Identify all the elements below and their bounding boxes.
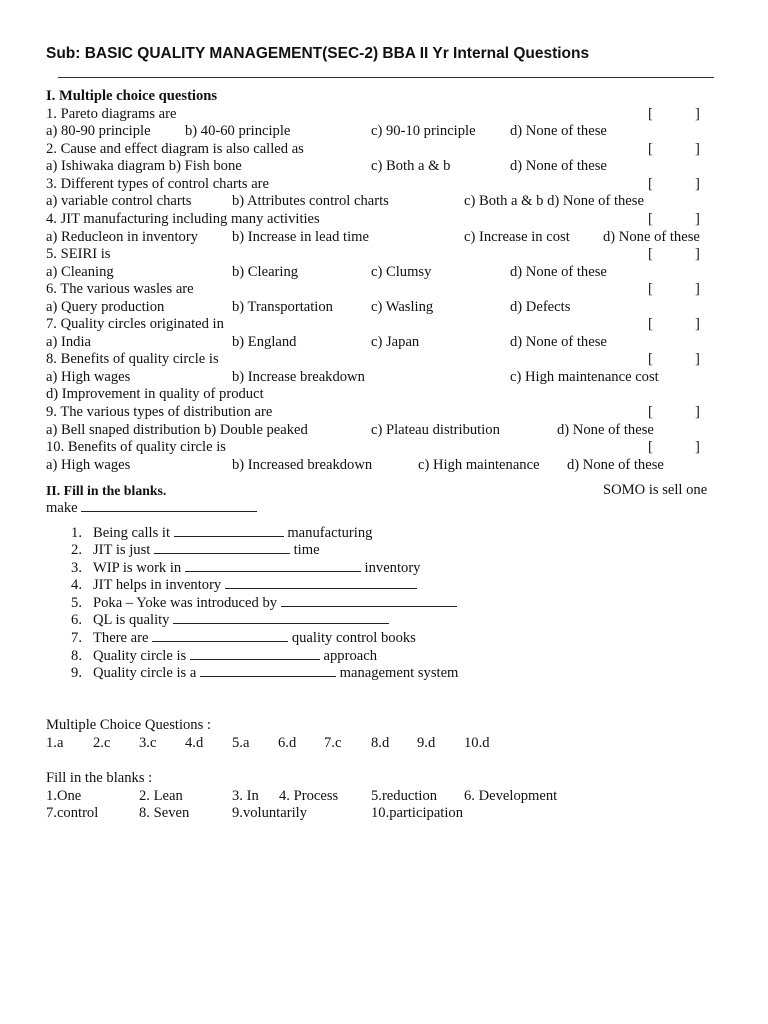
fill-num-6: 6. [71, 612, 82, 628]
mcq-answer-4: 4.d [185, 735, 204, 751]
fill-item-1-text: Being calls it [93, 525, 171, 541]
fill-item-9-text: Quality circle is a [93, 665, 197, 681]
fill-answer-1: 1.One [46, 788, 82, 804]
fill-answer-2: 2. Lean [139, 788, 183, 804]
fill-item-3-text: WIP is work in [93, 560, 182, 576]
blank-line [190, 648, 320, 660]
mcq-answer-9: 9.d [417, 735, 436, 751]
q6-bracket-close: ] [695, 281, 700, 297]
mcq-answers-heading: Multiple Choice Questions : [46, 717, 211, 733]
mcq-answer-6: 6.d [278, 735, 297, 751]
fill-item-4-text: JIT helps in inventory [93, 577, 222, 593]
q3-text: 3. Different types of control charts are [46, 176, 270, 192]
q6-option-c: c) Wasling [371, 299, 434, 315]
mcq-answer-5: 5.a [232, 735, 250, 751]
q10-option-a: a) High wages [46, 457, 131, 473]
q4-bracket-close: ] [695, 211, 700, 227]
q10-option-d: d) None of these [567, 457, 664, 473]
q8-bracket-open: [ [648, 351, 653, 367]
fill-item-4 [93, 577, 417, 594]
q1-option-d: d) None of these [510, 123, 607, 139]
fill-answer-4: 4. Process [279, 788, 339, 804]
fill-num-9: 9. [71, 665, 82, 681]
fill-item-8-text: Quality circle is [93, 648, 187, 664]
blank-line [200, 665, 336, 677]
q10-option-b: b) Increased breakdown [232, 457, 373, 473]
blank-line [154, 542, 290, 554]
q4-option-c: c) Increase in cost [464, 229, 570, 245]
title-divider [58, 77, 714, 78]
fill-item-8 [93, 648, 377, 665]
fill-num-2: 2. [71, 542, 82, 558]
somo-note: SOMO is sell one [603, 482, 708, 498]
fill-answer-5: 5.reduction [371, 788, 438, 804]
paper-title: Sub: BASIC QUALITY MANAGEMENT(SEC-2) BBA II Yr Internal Questions [46, 45, 590, 62]
blank-line [81, 500, 257, 512]
fill-answer-6: 6. Development [464, 788, 558, 804]
mcq-answer-3: 3.c [139, 735, 157, 751]
mcq-answer-8: 8.d [371, 735, 390, 751]
q7-text: 7. Quality circles originated in [46, 316, 224, 332]
blank-line [281, 595, 457, 607]
mcq-answer-7: 7.c [324, 735, 342, 751]
fill-item-2 [93, 542, 320, 559]
blank-line [225, 577, 417, 589]
q6-option-a: a) Query production [46, 299, 165, 315]
fill-num-8: 8. [71, 648, 82, 664]
q6-text: 6. The various wasles are [46, 281, 194, 297]
q6-option-d: d) Defects [510, 299, 571, 315]
q2-option-a: a) Ishiwaka diagram b) Fish bone [46, 158, 242, 174]
q6-option-b: b) Transportation [232, 299, 333, 315]
q1-option-b: b) 40-60 principle [185, 123, 291, 139]
q3-option-a: a) variable control charts [46, 193, 192, 209]
q8-option-a: a) High wages [46, 369, 131, 385]
fill-item-2-suffix: time [293, 542, 320, 558]
q5-option-b: b) Clearing [232, 264, 299, 280]
q3-bracket-close: ] [695, 176, 700, 192]
fill-answer-10: 10.participation [371, 805, 463, 821]
make-line [46, 500, 257, 517]
q4-option-d: d) None of these [603, 229, 700, 245]
q5-text: 5. SEIRI is [46, 246, 111, 262]
section2-heading: II. Fill in the blanks. [46, 483, 167, 498]
fill-item-5 [93, 595, 457, 612]
q1-bracket-close: ] [695, 106, 700, 122]
q9-option-c: c) Plateau distribution [371, 422, 500, 438]
q6-bracket-open: [ [648, 281, 653, 297]
q8-text: 8. Benefits of quality circle is [46, 351, 219, 367]
q8-option-c: c) High maintenance cost [510, 369, 659, 385]
fill-item-1 [93, 525, 372, 542]
q5-option-c: c) Clumsy [371, 264, 432, 280]
q7-option-b: b) England [232, 334, 297, 350]
q4-option-a: a) Reducleon in inventory [46, 229, 198, 245]
fill-num-3: 3. [71, 560, 82, 576]
q10-bracket-open: [ [648, 439, 653, 455]
q4-option-b: b) Increase in lead time [232, 229, 369, 245]
q2-bracket-open: [ [648, 141, 653, 157]
blank-line [174, 525, 284, 537]
fill-answer-3: 3. In [232, 788, 259, 804]
q10-option-c: c) High maintenance [418, 457, 540, 473]
mcq-answer-10: 10.d [464, 735, 490, 751]
q2-option-d: d) None of these [510, 158, 607, 174]
fill-item-7-suffix: quality control books [291, 630, 416, 646]
fill-item-1-suffix: manufacturing [287, 525, 373, 541]
q9-option-a: a) Bell snaped distribution b) Double peaked [46, 422, 308, 438]
q1-text: 1. Pareto diagrams are [46, 106, 177, 122]
fill-item-3-suffix: inventory [364, 560, 421, 576]
q1-bracket-open: [ [648, 106, 653, 122]
fill-answer-7: 7.control [46, 805, 99, 821]
q2-text: 2. Cause and effect diagram is also called as [46, 141, 304, 157]
fill-num-1: 1. [71, 525, 82, 541]
q7-bracket-close: ] [695, 316, 700, 332]
q7-option-c: c) Japan [371, 334, 420, 350]
blank-line [152, 630, 288, 642]
q7-bracket-open: [ [648, 316, 653, 332]
q7-option-d: d) None of these [510, 334, 607, 350]
fill-item-7 [93, 630, 416, 647]
fill-item-7-text: There are [93, 630, 149, 646]
q3-option-c: c) Both a & b d) None of these [464, 193, 644, 209]
q8-option-b: b) Increase breakdown [232, 369, 365, 385]
q9-option-d: d) None of these [557, 422, 654, 438]
fill-item-9 [93, 665, 458, 682]
mcq-answer-2: 2.c [93, 735, 111, 751]
fill-num-5: 5. [71, 595, 82, 611]
q3-bracket-open: [ [648, 176, 653, 192]
fill-answer-8: 8. Seven [139, 805, 190, 821]
q9-bracket-open: [ [648, 404, 653, 420]
fill-item-9-suffix: management system [339, 665, 459, 681]
fill-answers-heading: Fill in the blanks : [46, 770, 153, 786]
q3-option-b: b) Attributes control charts [232, 193, 389, 209]
blank-line [173, 612, 389, 624]
q4-text: 4. JIT manufacturing including many activities [46, 211, 320, 227]
q5-option-d: d) None of these [510, 264, 607, 280]
fill-item-5-text: Poka – Yoke was introduced by [93, 595, 278, 611]
q4-bracket-open: [ [648, 211, 653, 227]
q2-bracket-close: ] [695, 141, 700, 157]
fill-answer-9: 9.voluntarily [232, 805, 307, 821]
q2-option-c: c) Both a & b [371, 158, 451, 174]
q5-option-a: a) Cleaning [46, 264, 114, 280]
q9-bracket-close: ] [695, 404, 700, 420]
q8-option-d: d) Improvement in quality of product [46, 386, 264, 402]
fill-item-8-suffix: approach [323, 648, 378, 664]
fill-item-6-text: QL is quality [93, 612, 170, 628]
mcq-answer-1: 1.a [46, 735, 64, 751]
q9-text: 9. The various types of distribution are [46, 404, 273, 420]
fill-item-2-text: JIT is just [93, 542, 151, 558]
make-word: make [46, 500, 78, 516]
blank-line [185, 560, 361, 572]
fill-item-6 [93, 612, 389, 629]
fill-num-4: 4. [71, 577, 82, 593]
fill-item-3 [93, 560, 420, 577]
section1-heading: I. Multiple choice questions [46, 88, 218, 104]
fill-num-7: 7. [71, 630, 82, 646]
q1-option-a: a) 80-90 principle [46, 123, 151, 139]
q7-option-a: a) India [46, 334, 91, 350]
q8-bracket-close: ] [695, 351, 700, 367]
q10-text: 10. Benefits of quality circle is [46, 439, 226, 455]
q5-bracket-close: ] [695, 246, 700, 262]
q1-option-c: c) 90-10 principle [371, 123, 476, 139]
q5-bracket-open: [ [648, 246, 653, 262]
q10-bracket-close: ] [695, 439, 700, 455]
